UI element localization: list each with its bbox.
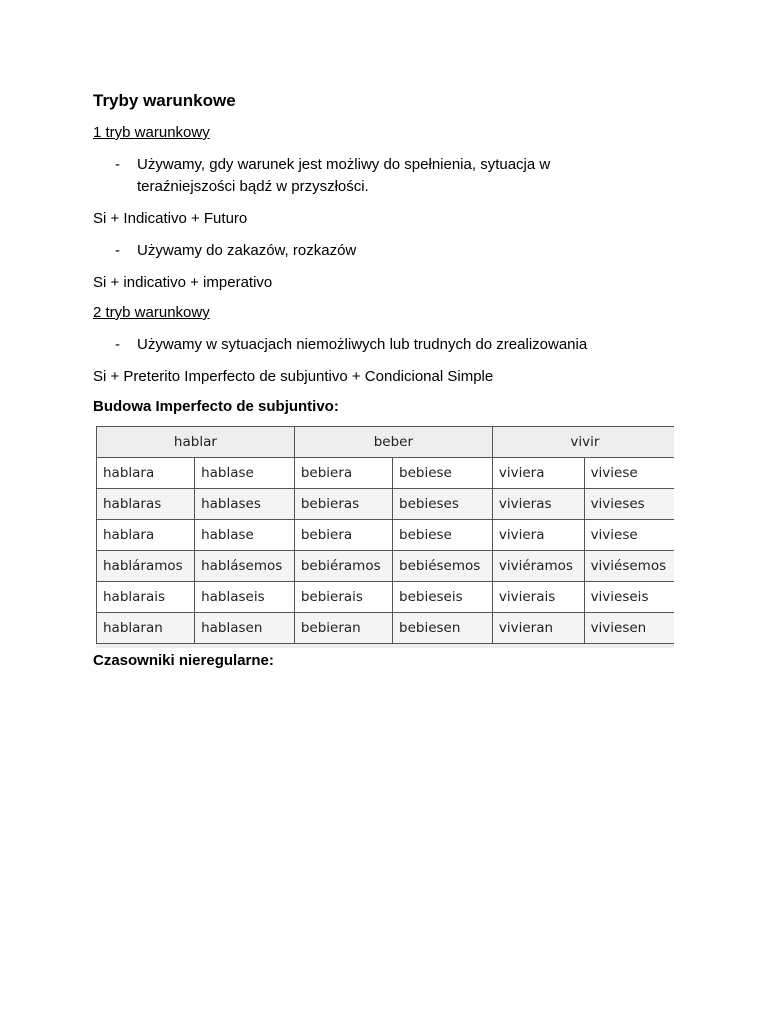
table-cell: bebieses [393, 489, 493, 520]
table-cell: hablase [195, 458, 295, 489]
table-cell: bebiera [294, 458, 392, 489]
table-cell: vivieras [492, 489, 584, 520]
table-cell: hablásemos [195, 551, 295, 582]
table-cell: habláramos [97, 551, 195, 582]
table-cell: bebiera [294, 520, 392, 551]
table-row [97, 582, 675, 613]
table-row [97, 489, 675, 520]
table-cell: vivieran [492, 613, 584, 644]
table-cell: bebiésemos [393, 551, 493, 582]
table-cell: bebiese [393, 458, 493, 489]
table-cell: viviéramos [492, 551, 584, 582]
budowa-heading: Budowa Imperfecto de subjuntivo: [93, 398, 339, 415]
table-cell: hablaseis [195, 582, 295, 613]
table-row [97, 458, 675, 489]
document-page [93, 88, 693, 672]
table-cell: hablasen [195, 613, 295, 644]
section1-formula2: Si + indicativo + imperativo [93, 274, 273, 291]
table-cell: viviera [492, 520, 584, 551]
section1-heading: 1 tryb warunkowy [93, 124, 210, 141]
section2-bullet1 [93, 334, 693, 356]
table-cell: hablaras [97, 489, 195, 520]
section1-bullet1 [93, 154, 693, 198]
table-cell: bebiese [393, 520, 493, 551]
table-cell: viviesen [584, 613, 674, 644]
table-cell: hablara [97, 520, 195, 551]
table-cell: hablaran [97, 613, 195, 644]
table-cell: vivieses [584, 489, 674, 520]
table-cell: hablarais [97, 582, 195, 613]
section2-heading: 2 tryb warunkowy [93, 304, 210, 321]
table-cell: vivieseis [584, 582, 674, 613]
table-row [97, 551, 675, 582]
table-cell: bebierais [294, 582, 392, 613]
table-header-vivir: vivir [492, 427, 674, 458]
table-cell: bebiéramos [294, 551, 392, 582]
section1-formula1: Si + Indicativo + Futuro [93, 210, 248, 227]
section2-bullet1-text: Używamy w sytuacjach niemożliwych lub trudnych do zrealizowania [137, 336, 588, 353]
table-cell: viviésemos [584, 551, 674, 582]
section1-bullet2-text: Używamy do zakazów, rozkazów [137, 242, 357, 259]
table-cell: bebieseis [393, 582, 493, 613]
table-cell: vivierais [492, 582, 584, 613]
table-header-beber: beber [294, 427, 492, 458]
table-row [97, 520, 675, 551]
table-cell: bebieran [294, 613, 392, 644]
section1-bullet2 [93, 240, 693, 262]
table-header-hablar: hablar [97, 427, 295, 458]
table-cell: viviese [584, 520, 674, 551]
table-cell: hablase [195, 520, 295, 551]
conjugation-table-image [96, 426, 674, 648]
bullet-marker: - [115, 336, 120, 353]
table-cell: viviera [492, 458, 584, 489]
table-cell: bebieras [294, 489, 392, 520]
table-row [97, 613, 675, 644]
table-cell: hablara [97, 458, 195, 489]
bullet-marker: - [115, 156, 120, 173]
table-cell: bebiesen [393, 613, 493, 644]
bullet-marker: - [115, 242, 120, 259]
table-cell: viviese [584, 458, 674, 489]
table-cell: hablases [195, 489, 295, 520]
section2-formula1: Si + Preterito Imperfecto de subjuntivo + Condicional Simple [93, 368, 494, 385]
page-title: Tryby warunkowe [93, 91, 236, 110]
section1-bullet1-text: Używamy, gdy warunek jest możliwy do spełnienia, sytuacja w teraźniejszości bądź w przyszłości. [137, 156, 551, 195]
conjugation-table [96, 426, 674, 644]
irregular-heading: Czasowniki nieregularne: [93, 652, 274, 669]
table-header-row [97, 427, 675, 458]
